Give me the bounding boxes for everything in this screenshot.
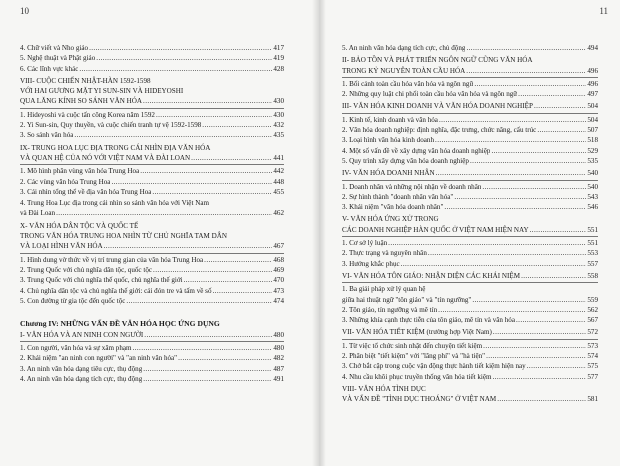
- section-heading-line: VỚI HAI GƯƠNG MẶT YI SUN-SIN VÀ HIDEYOSHI: [20, 87, 184, 96]
- section-rule: [20, 108, 284, 109]
- section-page: 581: [587, 395, 598, 404]
- toc-entry-title: 3. Những khía cạnh thực tiễn của tôn giáo, mê tín và văn hóa: [342, 316, 515, 325]
- toc-entry[interactable]: [20, 343, 284, 353]
- toc-entry-multiline[interactable]: [342, 284, 598, 305]
- toc-entry-title: 2. Phân biệt "tiết kiệm" với "lãng phí" và "hà tiện": [342, 352, 486, 361]
- toc-entry-page: 487: [273, 364, 284, 373]
- toc-entry-multiline[interactable]: [20, 198, 284, 219]
- toc-entry-title: và Đài Loan: [20, 209, 56, 218]
- toc-entry-page: 432: [273, 121, 284, 130]
- section-page: 540: [587, 169, 598, 178]
- section-heading-line: CÁC DOANH NGHIỆP HÀN QUỐC Ở VIỆT NAM HIỆN NAY: [342, 225, 529, 234]
- toc-entry-title: 4. Chữ viết và Nho giáo: [20, 44, 89, 52]
- toc-entry-page: 567: [587, 316, 598, 325]
- section-rule: [20, 164, 284, 165]
- toc-entry-page: 473: [273, 286, 284, 295]
- toc-entry-title: 1. Bối cảnh toàn cầu hóa văn hóa và ngôn ngữ: [342, 79, 474, 88]
- toc-entry-page: 553: [587, 249, 598, 258]
- toc-entry-title: 3. So sánh văn hóa: [20, 131, 74, 140]
- toc-entry-title: 3. Cái nhìn tổng thể về địa văn hóa Trung Hoa: [20, 187, 152, 196]
- toc-entry-page: 507: [587, 126, 598, 135]
- section-heading-line: TRONG KỶ NGUYÊN TOÀN CẦU HÓA: [342, 66, 466, 75]
- toc-entry-title: 1. Hideyoshi và cuộc tấn công Korea năm 1592: [20, 110, 155, 119]
- toc-entry[interactable]: [20, 187, 284, 197]
- toc-entry-page: 573: [587, 341, 598, 350]
- toc-entry[interactable]: [342, 43, 598, 53]
- toc-entry-page: 562: [587, 305, 598, 314]
- section-page: 480: [273, 330, 284, 339]
- toc-entry-page: 574: [587, 352, 598, 361]
- toc-entry-title: 4. Trung Hoa Lục địa trong cái nhìn so sánh văn hóa với Việt Nam: [20, 199, 209, 208]
- toc-entry-title: 1. Doanh nhân và những nội nhận về doanh nhân: [342, 182, 482, 191]
- toc-entry-page: 546: [587, 203, 598, 212]
- toc-entry-title: 3. Chớ bắt cặp trong cuộc vận động thực hành tiết kiệm hiện nay: [342, 362, 526, 371]
- toc-entry-title: 3. Trung Quốc với chủ nghĩa thế quốc, chủ nghĩa thế giới: [20, 276, 183, 285]
- toc-entry-title: 5. Nghệ thuật và Phật giáo: [20, 54, 96, 63]
- toc-entry-title: 2. Tôn giáo, tín ngưỡng và mê tín: [342, 305, 438, 314]
- section-heading-line: VÀ QUAN HỆ CỦA NÓ VỚI VIỆT NAM VÀ ĐÀI LOAN: [20, 153, 191, 162]
- chapter-4-title[interactable]: Chương IV: NHỮNG VẤN ĐỀ VĂN HÓA HỌC ỨNG DỤNG: [20, 319, 220, 329]
- section-heading-line: VÀ LOẠI HÌNH VĂN HÓA: [20, 242, 103, 251]
- toc-entry-title: 3. An ninh văn hóa dạng tiêu cực, thụ động: [20, 364, 143, 373]
- section-page: 496: [587, 66, 598, 75]
- toc-entry-page: 575: [587, 362, 598, 371]
- section-heading-line: VI- VĂN HÓA TÔN GIÁO: NHẬN DIỆN CÁC KHÁI NIỆM: [342, 271, 521, 280]
- section-rule: [20, 253, 284, 254]
- section-rule: [342, 180, 598, 181]
- toc-entry[interactable]: [20, 353, 284, 363]
- section-heading-line: TRONG VĂN HÓA TRUNG HOA NHÌN TỪ CHỦ NGHĨA TAM DÂN: [20, 232, 227, 241]
- toc-entry-title: 1. Kinh tế, kinh doanh và văn hóa: [342, 115, 438, 124]
- toc-entry[interactable]: [342, 248, 598, 258]
- toc-entry[interactable]: [342, 361, 598, 371]
- section-heading-line: IV- VĂN HÓA DOANH NHÂN: [342, 169, 435, 178]
- section-page: 504: [587, 102, 598, 111]
- toc-entry-page: 480: [273, 343, 284, 352]
- toc-entry[interactable]: [342, 79, 598, 89]
- toc-entry-title: 4. Chủ nghĩa dân tộc và chủ nghĩa thế giới: cái đón tre và tấm về số: [20, 286, 212, 295]
- right-toc: [342, 43, 598, 405]
- section-heading-line: IX- TRUNG HOA LỤC ĐỊA TRONG CÁI NHÌN ĐỊA VĂN HÓA: [20, 143, 211, 152]
- toc-entry-page: 518: [587, 136, 598, 145]
- toc-entry[interactable]: [20, 265, 284, 275]
- toc-entry-page: 497: [587, 90, 598, 99]
- toc-entry[interactable]: [20, 255, 284, 265]
- toc-entry[interactable]: [342, 125, 598, 135]
- toc-entry-title: 5. An ninh văn hóa dạng tích cực, chủ động: [342, 44, 466, 52]
- toc-entry-title: 3. Khái niệm "văn hóa doanh nhân": [342, 203, 444, 212]
- toc-entry[interactable]: [20, 166, 284, 176]
- section-rule: [342, 77, 598, 78]
- toc-entry[interactable]: [342, 351, 598, 361]
- toc-entry-page: 482: [273, 354, 284, 363]
- toc-entry-title: 1. Con người, văn hóa và sự xâm phạm: [20, 343, 132, 352]
- toc-entry-title: 5. Quy trình xây dựng văn hóa doanh nghiệp: [342, 156, 469, 165]
- toc-entry[interactable]: [342, 202, 598, 212]
- toc-entry-page: 491: [273, 374, 284, 383]
- toc-entry-page: 435: [273, 131, 284, 140]
- toc-entry-title: 2. Khái niệm "an ninh con người" và "an ninh văn hóa": [20, 354, 178, 363]
- section-7-heading[interactable]: [342, 327, 598, 337]
- toc-entry[interactable]: [20, 177, 284, 187]
- toc-entry-title: 2. Các vùng văn hóa Trung Hoa: [20, 177, 111, 186]
- section-heading-line: II- BẢO TỒN VÀ PHÁT TRIỂN NGÔN NGỮ CŨNG VĂN HÓA: [342, 56, 533, 65]
- toc-entry[interactable]: [20, 286, 284, 296]
- toc-entry-title: 2. Yi Sun-sin, Quy thuyền, và cuộc chiến tranh tự vệ 1592-1598: [20, 121, 202, 130]
- section-3-heading[interactable]: [342, 101, 598, 111]
- toc-entry-page: 468: [273, 255, 284, 264]
- section-rule: [20, 341, 284, 342]
- toc-entry-page: 419: [273, 54, 284, 63]
- toc-entry[interactable]: [342, 192, 598, 202]
- toc-entry-page: 428: [273, 64, 284, 73]
- toc-entry[interactable]: [342, 372, 598, 382]
- section-page: 551: [587, 225, 598, 234]
- toc-entry-page: 462: [273, 209, 284, 218]
- section-page: 430: [273, 97, 284, 106]
- toc-entry-title: 2. Sự hình thành "doanh nhân văn hóa": [342, 192, 454, 201]
- toc-entry-title: 5. Con đường từ gia tộc đến quốc tộc: [20, 296, 126, 305]
- toc-entry-page: 543: [587, 192, 598, 201]
- section-6-heading[interactable]: [342, 271, 598, 281]
- toc-entry-page: 469: [273, 265, 284, 274]
- section-rule: [342, 236, 598, 237]
- toc-entry-page: 535: [587, 156, 598, 165]
- toc-entry[interactable]: [20, 130, 284, 140]
- toc-entry-page: 551: [587, 239, 598, 248]
- toc-entry-page: 442: [273, 167, 284, 176]
- toc-entry[interactable]: [20, 296, 284, 306]
- toc-entry[interactable]: [342, 89, 598, 99]
- toc-entry-title: 2. Những quy luật chi phối toàn cầu hóa văn hóa và ngôn ngữ: [342, 90, 518, 99]
- section-2-heading[interactable]: [342, 55, 598, 76]
- toc-entry[interactable]: [20, 64, 284, 74]
- section-heading-line: V- VĂN HÓA ỨNG XỬ TRONG: [342, 215, 439, 224]
- toc-entry[interactable]: [20, 374, 284, 384]
- toc-entry-title: 4. Một số vấn đề về xây dựng văn hóa doanh nghiệp: [342, 146, 491, 155]
- section-5-heading[interactable]: [342, 214, 598, 235]
- toc-entry-page: 496: [587, 79, 598, 88]
- section-heading-line: I- VĂN HÓA VÀ AN NINH CON NGƯỜI: [20, 330, 144, 339]
- section-page: 558: [587, 271, 598, 280]
- toc-entry-title: 2. Văn hóa doanh nghiệp: định nghĩa, đặc trưng, chức năng, cấu trúc: [342, 126, 537, 135]
- toc-entry-title: 3. Loại hình văn hóa kinh doanh: [342, 136, 435, 145]
- toc-entry[interactable]: [20, 120, 284, 130]
- left-page-number: 10: [20, 6, 29, 16]
- toc-entry[interactable]: [342, 259, 598, 269]
- toc-entry-title: 1. Cơ sở lý luận: [342, 239, 388, 248]
- section-page: 572: [587, 328, 598, 337]
- toc-entry-page: 494: [587, 44, 598, 52]
- left-toc: [20, 43, 284, 384]
- section-8-heading-right[interactable]: [342, 384, 598, 405]
- toc-entry[interactable]: [342, 305, 598, 315]
- section-4-heading[interactable]: [342, 168, 598, 178]
- toc-entry-title: 1. Ba giải pháp xử lý quan hệ: [342, 285, 426, 294]
- toc-entry[interactable]: [20, 43, 284, 53]
- section-heading-line: VIII- CUỘC CHIẾN NHẬT-HÀN 1592-1598: [20, 76, 151, 85]
- toc-entry-page: 470: [273, 276, 284, 285]
- toc-entry-page: 559: [587, 295, 598, 304]
- toc-entry-title: 3. Hướng khắc phục: [342, 259, 400, 268]
- toc-entry[interactable]: [20, 110, 284, 120]
- toc-entry[interactable]: [20, 53, 284, 63]
- section-heading-line: III- VĂN HÓA KINH DOANH VÀ VĂN HÓA DOANH NGHIỆP: [342, 102, 533, 111]
- toc-entry-page: 448: [273, 177, 284, 186]
- section-rule: [342, 282, 598, 283]
- toc-entry[interactable]: [342, 156, 598, 166]
- section-heading-line: VÀ VẤN ĐỀ "TÌNH DỤC THOÁNG" Ở VIỆT NAM: [342, 395, 497, 404]
- right-page-number: 11: [599, 6, 608, 16]
- section-1-heading[interactable]: [20, 330, 284, 340]
- toc-entry-page: 540: [587, 182, 598, 191]
- toc-entry-page: 430: [273, 110, 284, 119]
- section-9-heading[interactable]: [20, 143, 284, 164]
- section-heading-line: VII- VĂN HÓA TIẾT KIỆM (trường hợp Việt Nam): [342, 328, 492, 337]
- section-rule: [342, 339, 598, 340]
- toc-entry-page: 417: [273, 44, 284, 52]
- toc-entry-title: 4. Nhu cầu khôi phục truyền thống văn hóa tiết kiệm: [342, 372, 492, 381]
- toc-entry-page: 529: [587, 146, 598, 155]
- right-page: [318, 0, 620, 466]
- toc-entry-page: 577: [587, 372, 598, 381]
- toc-entry[interactable]: [342, 182, 598, 192]
- section-8-heading[interactable]: [20, 76, 284, 107]
- section-page: 467: [273, 242, 284, 251]
- toc-entry[interactable]: [342, 238, 598, 248]
- toc-entry[interactable]: [342, 135, 598, 145]
- toc-entry[interactable]: [342, 115, 598, 125]
- section-10-heading[interactable]: [20, 221, 284, 252]
- toc-entry-title: 4. An ninh văn hóa dạng tích cực, thụ động: [20, 374, 143, 383]
- toc-entry-title: 1. Hình dung vờ thức về vị trí trung gian của văn hóa Trung Hoa: [20, 255, 204, 264]
- toc-entry-title: 2. Thực trạng và nguyên nhân: [342, 249, 427, 258]
- toc-entry[interactable]: [342, 341, 598, 351]
- section-page: 441: [273, 153, 284, 162]
- toc-entry[interactable]: [342, 315, 598, 325]
- toc-entry-page: 557: [587, 259, 598, 268]
- toc-entry-title: giữa hai thuật ngữ "tôn giáo" và "tín ngưỡng": [342, 295, 472, 304]
- section-rule: [342, 113, 598, 114]
- toc-entry[interactable]: [342, 146, 598, 156]
- toc-entry[interactable]: [20, 275, 284, 285]
- toc-entry-title: 6. Các lĩnh vực khác: [20, 64, 79, 73]
- toc-entry-page: 474: [273, 296, 284, 305]
- toc-entry-title: 1. Từ việc tổ chức sinh nhật đến chuyện tiết kiệm: [342, 341, 483, 350]
- toc-entry[interactable]: [20, 364, 284, 374]
- toc-entry-title: 1. Mô hình phân vùng văn hóa Trung Hoa: [20, 167, 140, 176]
- section-heading-line: VIII- VĂN HÓA TÌNH DỤC: [342, 384, 426, 393]
- toc-entry-title: 2. Trung Quốc với chủ nghĩa dân tộc, quốc tộc: [20, 265, 153, 274]
- toc-entry-page: 455: [273, 187, 284, 196]
- toc-entry-page: 504: [587, 115, 598, 124]
- section-heading-line: X- VĂN HÓA DÂN TỘC VÀ QUỐC TẾ: [20, 221, 139, 230]
- section-heading-line: QUA LĂNG KÍNH SO SÁNH VĂN HÓA: [20, 97, 143, 106]
